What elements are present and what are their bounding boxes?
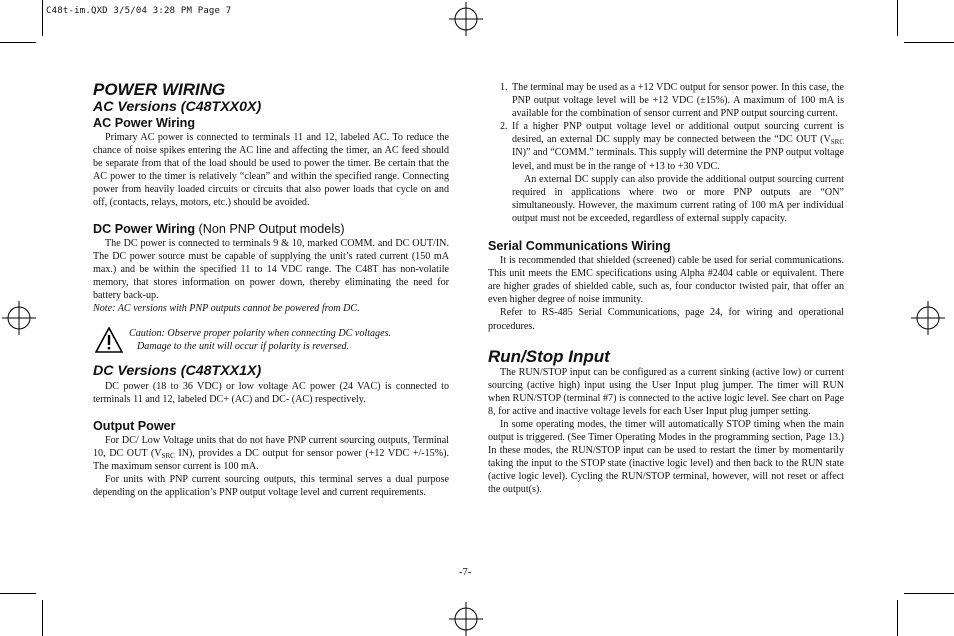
ac-versions-heading: AC Versions (C48TXX0X) [93,99,262,115]
ac-power-heading: AC Power Wiring [93,116,196,130]
crop-mark-tr-v [897,0,898,36]
crop-mark-tl-h [0,42,36,43]
serial-comm-heading: Serial Communications Wiring [488,239,671,254]
caution-line-1: Caution: Observe proper polarity when connecting DC voltages. [129,328,392,340]
crop-mark-tl-v [42,0,43,36]
output-power-paragraph-2: For units with PNP current sourcing outputs, this terminal serves a dual purpose depending on the application’s PNP output voltage level and current requirements. [93,473,449,498]
crop-mark-bl-h [0,593,36,594]
list-item-2-text: If a higher PNP output voltage level or additional output sourcing current is desired, an external DC supply may be connected between the “DC OUT ($V_{SRC}$ IN)” and “COMM.” terminals. This supply will determine the PNP output voltage level, and must be in the range of +13 to +30 VDC. [512,121,844,172]
serial-paragraph-2: Refer to RS-485 Serial Communications, page 24, for wiring and operational procedures. [488,307,844,332]
dc-power-paragraph: The DC power is connected to terminals 9 & 10, marked COMM. and DC OUT/IN. The DC power source must be capable of supplying the unit’s rated current (150 mA max.) and be within the specified 11 to 14 VDC range. The C48T has non-volatile memory, that stores information on power down, thereby eliminating the need for battery back-up. [93,237,449,301]
list-item-1-text: The terminal may be used as a +12 VDC output for sensor power. In this case, the PNP output voltage level will be +12 VDC (±15%). A maximum of 100 mA is available for the combination of sensor current and PNP output sourcing current. [512,82,844,120]
serial-paragraph-1: It is recommended that shielded (screened) cable be used for serial communications. This unit meets the EMC specifications using Alpha #2404 cable or equivalent. There are higher grades of shielded cable, such as, four conductor twisted pair, that offer an even higher degree of noise immunity. [488,255,844,306]
list-item-1: 1. The terminal may be used as a +12 VDC output for sensor power. In this case, the PNP output voltage level will be +12 VDC (±15%). A maximum of 100 mA is available for the combination of sensor current and PNP output sourcing current. [500,82,844,120]
crop-mark-br-v [897,600,898,636]
dc-power-heading: DC Power Wiring (Non PNP Output models) [93,221,345,236]
dc-versions-heading: DC Versions (C48TXX1X) [93,363,262,380]
page-number: -7- [459,567,472,578]
caution-text [129,327,449,353]
caution-line-2: Damage to the unit will occur if polarity is reversed. [137,341,350,353]
registration-mark-left [2,301,36,335]
run-stop-paragraph-2: In some operating modes, the timer will automatically STOP timing when the main output is triggered. (See Timer Operating Modes in the programming section, Page 13.) In these modes, the RUN/STOP input can be used to restart the timer by momentarily taking the input to the STOP state (inactive logic level) and then back to the RUN state (active logic level). Cycling the RUN/STOP terminal, however, will not reset or affect the output(s). [488,418,844,496]
page-title: POWER WIRING [93,80,226,99]
crop-mark-br-h [904,593,954,594]
caution-block [93,327,449,353]
file-slug: C48t-im.QXD 3/5/04 3:28 PM Page 7 [46,6,232,16]
crop-mark-bl-v [42,600,43,636]
dc-versions-paragraph: DC power (18 to 36 VDC) or low voltage AC power (24 VAC) is connected to terminals 11 and 12, labeled DC+ (AC) and DC- (AC) respectively. [93,381,449,406]
dc-note: Note: AC versions with PNP outputs cannot be powered from DC. [93,303,360,315]
registration-mark-top [449,2,483,36]
crop-mark-tr-h [904,42,954,43]
list-item-2-extra: An external DC supply can also provide the additional output sourcing current required in applications where two or more PNP outputs are “ON” simultaneously. However, the maximum current rating of 100 mA per individual output must not be exceeded, regardless of external supply capacity. [512,173,844,224]
output-power-paragraph-1: For DC/ Low Voltage units that do not have PNP current sourcing outputs, Terminal 10, DC OUT ($V_{SRC}$ IN), provides a DC output for sensor power (+12 VDC +/-15%). The maximum sensor current is 100 mA. [93,434,449,472]
right-column [488,81,844,497]
run-stop-heading: Run/Stop Input [488,346,610,366]
output-power-heading: Output Power [93,418,176,433]
registration-mark-bottom [449,602,483,636]
left-column [93,80,449,499]
ac-power-paragraph: Primary AC power is connected to terminals 11 and 12, labeled AC. To reduce the chance of noise spikes entering the AC line and affecting the timer, an AC feed should be separate from that of the load should be used to power the timer. Be certain that the AC power to the timer is relatively “clean” and within the specified range. Connecting power from heavily loaded circuits or circuits that also power loads that cycle on and off, (contacts, relays, motors, etc.) should be avoided. [93,132,449,209]
list-item-2: 2. If a higher PNP output voltage level or additional output sourcing current is desired, an external DC supply may be connected between the “DC OUT ($V_{SRC}$ IN)” and “COMM.” terminals. This supply will determine the PNP output voltage level, and must be in the range of +13 to +30 VDC. An external DC supply can also provide the additional output sourcing current required in applications where two or more PNP outputs are “ON” simultaneously. However, the maximum current rating of 100 mA per individual output must not be exceeded, regardless of external supply capacity. [500,121,844,224]
run-stop-paragraph-1: The RUN/STOP input can be configured as a current sinking (active low) or current sourcing (active high) input using the User Input plug jumper. The timer will RUN when RUN/STOP (terminal #7) is connected to the active logic level. See chart on Page 8, for active and inactive voltage levels for each User Input plug jumper setting. [488,366,844,417]
registration-mark-right [911,301,945,335]
warning-triangle-icon [95,327,123,353]
